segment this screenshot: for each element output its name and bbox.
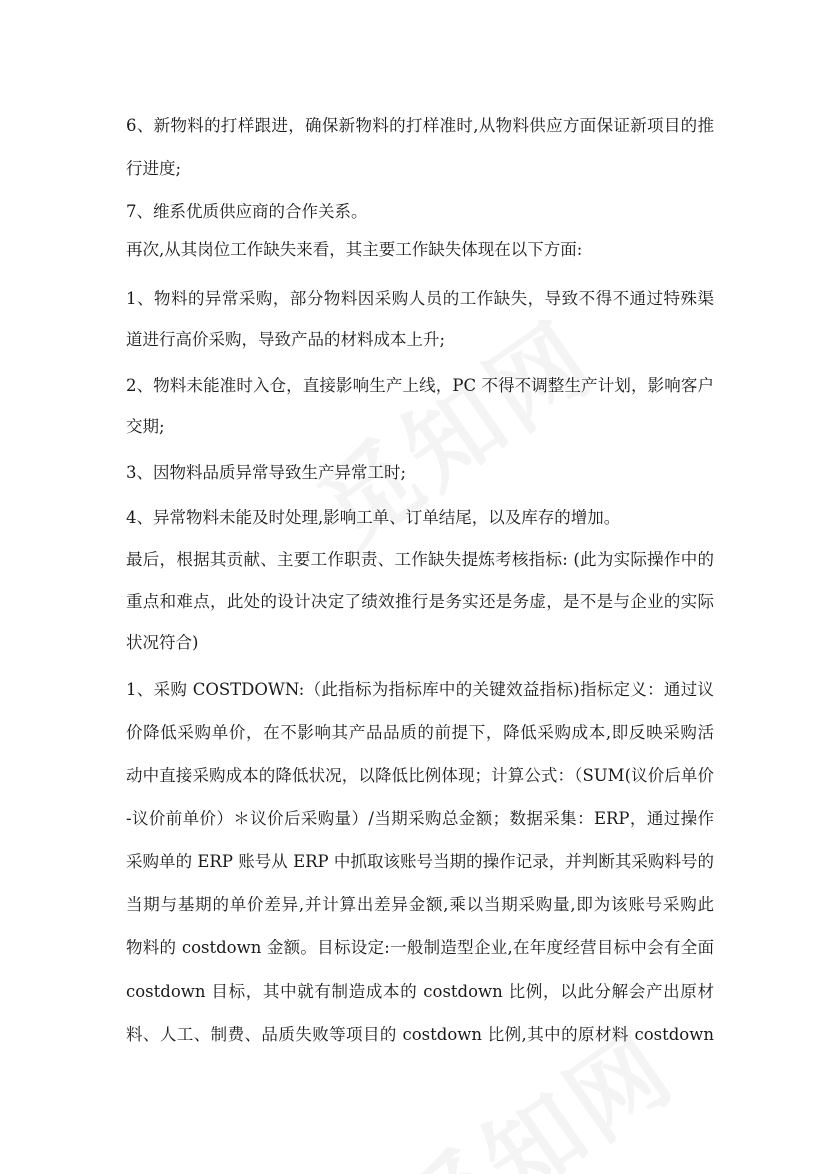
paragraph-line: 状况符合) — [126, 633, 199, 652]
paragraph-line: costdown 目标，其中就有制造成本的 costdown 比例，以此分解会产出原材 — [126, 982, 714, 1001]
paragraph-line: 料、人工、制费、品质失败等项目的 costdown 比例,其中的原材料 costdown — [126, 1025, 714, 1044]
paragraph-line: -议价前单价）＊议价后采购量）/当期采购总金额；数据采集：ERP，通过操作 — [126, 809, 714, 828]
paragraph-line: 6、新物料的打样跟进，确保新物料的打样准时,从物料供应方面保证新项目的推 — [126, 116, 714, 135]
paragraph-line: 价降低采购单价，在不影响其产品品质的前提下，降低采购成本,即反映采购活 — [126, 723, 714, 742]
paragraph-line: 1、采购 COSTDOWN:（此指标为指标库中的关键效益指标)指标定义：通过议 — [126, 680, 714, 699]
paragraph-line: 3、因物料品质异常导致生产异常工时; — [126, 463, 407, 482]
paragraph-line: 交期; — [126, 417, 165, 436]
watermark — [288, 285, 617, 573]
watermark — [368, 995, 697, 1174]
paragraph-line: 当期与基期的单价差异,并计算出差异金额,乘以当期采购量,即为该账号采购此 — [126, 895, 714, 914]
paragraph-line: 道进行高价采购，导致产品的材料成本上升; — [126, 330, 446, 349]
paragraph-line: 采购单的 ERP 账号从 ERP 中抓取该账号当期的操作记录，并判断其采购料号的 — [126, 852, 714, 871]
paragraph-line: 再次,从其岗位工作缺失来看，其主要工作缺失体现在以下方面: — [126, 240, 583, 259]
paragraph-line: 2、物料未能准时入仓，直接影响生产上线，PC 不得不调整生产计划，影响客户 — [126, 376, 714, 395]
paragraph-line: 4、异常物料未能及时处理,影响工单、订单结尾，以及库存的增加。 — [126, 508, 621, 527]
paragraph-line: 行进度; — [126, 159, 182, 178]
paragraph-line: 动中直接采购成本的降低状况，以降低比例体现；计算公式：（SUM(议价后单价 — [126, 766, 714, 785]
paragraph-line: 7、维系优质供应商的合作关系。 — [126, 202, 368, 221]
paragraph-line: 重点和难点，此处的设计决定了绩效推行是务实还是务虚，是不是与企业的实际 — [126, 592, 714, 611]
paragraph-line: 1、物料的异常采购，部分物料因采购人员的工作缺失，导致不得不通过特殊渠 — [126, 289, 714, 308]
paragraph-line: 最后，根据其贡献、主要工作职责、工作缺失提炼考核指标: (此为实际操作中的 — [126, 550, 714, 569]
paragraph-line: 物料的 costdown 金额。目标设定:一般制造型企业,在年度经营目标中会有全面 — [126, 938, 714, 957]
